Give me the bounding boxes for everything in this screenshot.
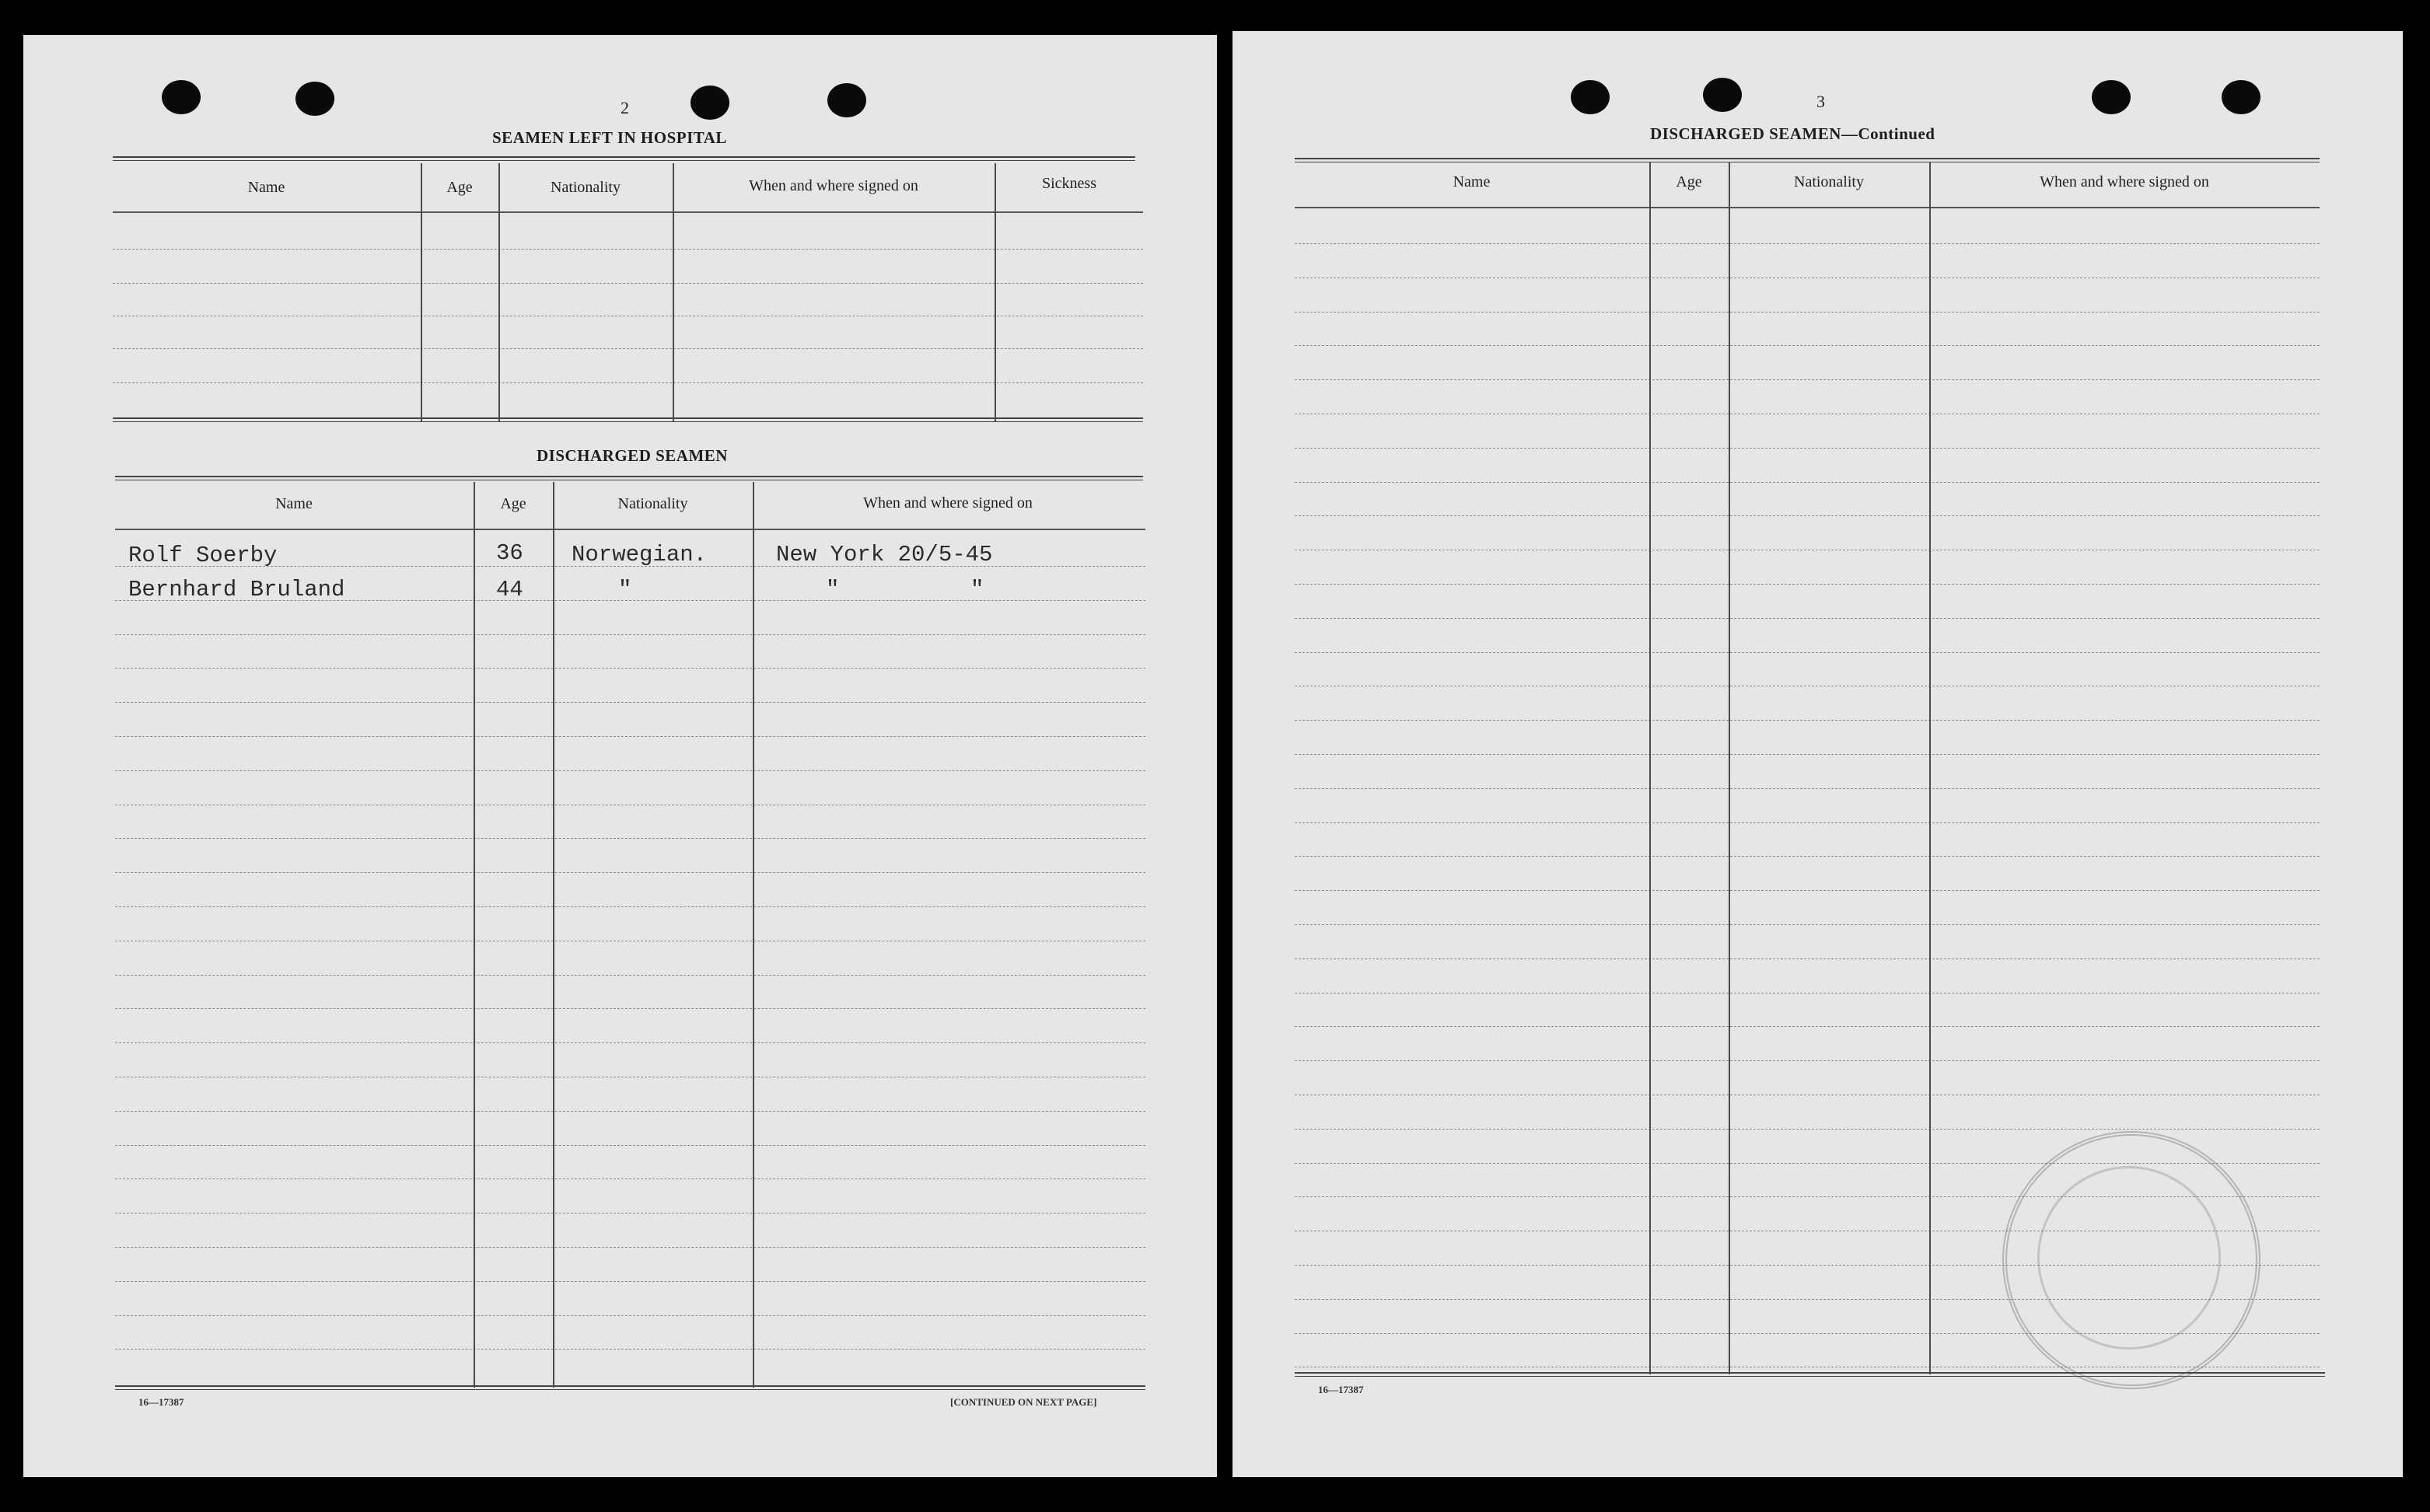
ruled-line xyxy=(115,1111,1145,1112)
ruled-line xyxy=(115,1315,1145,1316)
ruled-line xyxy=(115,975,1145,976)
form-number-right: 16—17387 xyxy=(1318,1384,1364,1395)
punch-hole xyxy=(1571,80,1610,114)
seaman-1-signed-on: New York 20/5-45 xyxy=(776,542,993,567)
ruled-line xyxy=(1295,924,2320,925)
ruled-line xyxy=(115,1247,1145,1248)
ruled-line xyxy=(1295,822,2320,823)
right-header-age: Age xyxy=(1676,173,1702,190)
right-header-nationality: Nationality xyxy=(1794,173,1864,190)
ruled-line xyxy=(115,1042,1145,1043)
discharged-bottom-rule xyxy=(115,1385,1145,1390)
hospital-header-age: Age xyxy=(446,179,473,196)
ruled-line xyxy=(115,668,1145,669)
ruled-line xyxy=(115,1145,1145,1146)
hospital-col-divider xyxy=(421,163,422,421)
punch-hole xyxy=(162,80,201,114)
ruled-line xyxy=(1295,720,2320,721)
ruled-line xyxy=(115,1281,1145,1282)
continued-note: [CONTINUED ON NEXT PAGE] xyxy=(950,1396,1097,1408)
ruled-line xyxy=(1295,482,2320,483)
hospital-col-divider xyxy=(498,163,500,421)
punch-hole xyxy=(2222,80,2260,114)
ruled-line xyxy=(115,600,1145,601)
ruled-line xyxy=(1295,584,2320,585)
ruled-line xyxy=(115,1349,1145,1350)
ruled-line xyxy=(115,838,1145,839)
right-top-rule xyxy=(1295,158,2320,162)
ruled-line xyxy=(1295,1026,2320,1027)
ruled-line xyxy=(1295,243,2320,244)
ruled-line xyxy=(1295,618,2320,619)
discharged-header-signed-on: When and where signed on xyxy=(863,494,1033,512)
right-header-name: Name xyxy=(1453,173,1491,190)
seaman-2-age: 44 xyxy=(496,577,523,602)
left-page xyxy=(23,35,1217,1477)
seaman-2-signed-on-ditto: " xyxy=(970,577,984,602)
hospital-top-rule xyxy=(113,156,1135,161)
hospital-row-line xyxy=(113,348,1143,349)
hospital-header-sickness: Sickness xyxy=(1042,175,1096,192)
hospital-header-signed-on: When and where signed on xyxy=(749,177,918,194)
ruled-line xyxy=(1295,379,2320,380)
form-number-left: 16—17387 xyxy=(138,1396,184,1408)
hospital-header-nationality: Nationality xyxy=(551,179,621,196)
discharged-header-rule xyxy=(115,529,1145,530)
right-col-divider xyxy=(1929,162,1931,1374)
discharged-header-nationality: Nationality xyxy=(617,495,688,512)
page-number-right: 3 xyxy=(1816,92,1825,111)
punch-hole xyxy=(691,86,729,120)
ruled-line xyxy=(1295,890,2320,891)
ruled-line xyxy=(1295,652,2320,653)
right-header-rule xyxy=(1295,207,2320,208)
hospital-header-rule xyxy=(113,211,1143,213)
discharged-top-rule xyxy=(115,476,1143,480)
hospital-col-divider xyxy=(995,163,996,421)
ruled-line xyxy=(115,736,1145,737)
hospital-col-divider xyxy=(673,163,674,421)
hospital-row-line xyxy=(113,283,1143,284)
hospital-header-name: Name xyxy=(247,179,285,196)
ruled-line xyxy=(1295,515,2320,516)
hospital-bottom-rule xyxy=(113,417,1143,422)
ruled-line xyxy=(115,906,1145,907)
discharged-header-age: Age xyxy=(500,495,526,512)
punch-hole xyxy=(827,83,866,117)
ruled-line xyxy=(1295,312,2320,313)
ruled-line xyxy=(115,1008,1145,1009)
punch-hole xyxy=(2092,80,2131,114)
seaman-2-name: Bernhard Bruland xyxy=(128,577,345,602)
ruled-line xyxy=(1295,856,2320,857)
ruled-line xyxy=(1295,754,2320,755)
seaman-1-nationality: Norwegian. xyxy=(572,542,708,567)
ruled-line xyxy=(1295,448,2320,449)
punch-hole xyxy=(295,82,334,116)
seaman-1-name: Rolf Soerby xyxy=(128,543,278,568)
right-col-divider xyxy=(1729,162,1730,1374)
ruled-line xyxy=(1295,788,2320,789)
ruled-line xyxy=(1295,1129,2320,1130)
ruled-line xyxy=(115,702,1145,703)
ruled-line xyxy=(115,770,1145,771)
ruled-line xyxy=(115,872,1145,873)
discharged-col-divider xyxy=(753,482,754,1388)
discharged-continued-title: DISCHARGED SEAMEN—Continued xyxy=(1650,124,1935,143)
faded-stamp-inner xyxy=(2037,1166,2221,1350)
discharged-col-divider xyxy=(553,482,554,1388)
discharged-title: DISCHARGED SEAMEN xyxy=(537,446,728,465)
ruled-line xyxy=(1295,1060,2320,1061)
right-col-divider xyxy=(1649,162,1651,1374)
right-header-signed-on: When and where signed on xyxy=(2040,173,2209,190)
discharged-header-name: Name xyxy=(275,495,313,512)
page-number-left: 2 xyxy=(621,98,629,117)
hospital-title: SEAMEN LEFT IN HOSPITAL xyxy=(492,128,727,147)
ruled-line xyxy=(115,634,1145,635)
ruled-line xyxy=(115,566,1145,567)
hospital-row-line xyxy=(113,249,1143,250)
seaman-2-signed-on-ditto: " xyxy=(826,577,840,602)
seaman-2-nationality: " xyxy=(618,577,632,602)
ruled-line xyxy=(1295,345,2320,346)
discharged-col-divider xyxy=(474,482,475,1388)
hospital-row-line xyxy=(113,382,1143,383)
punch-hole xyxy=(1703,78,1742,112)
seaman-1-age: 36 xyxy=(496,540,523,566)
